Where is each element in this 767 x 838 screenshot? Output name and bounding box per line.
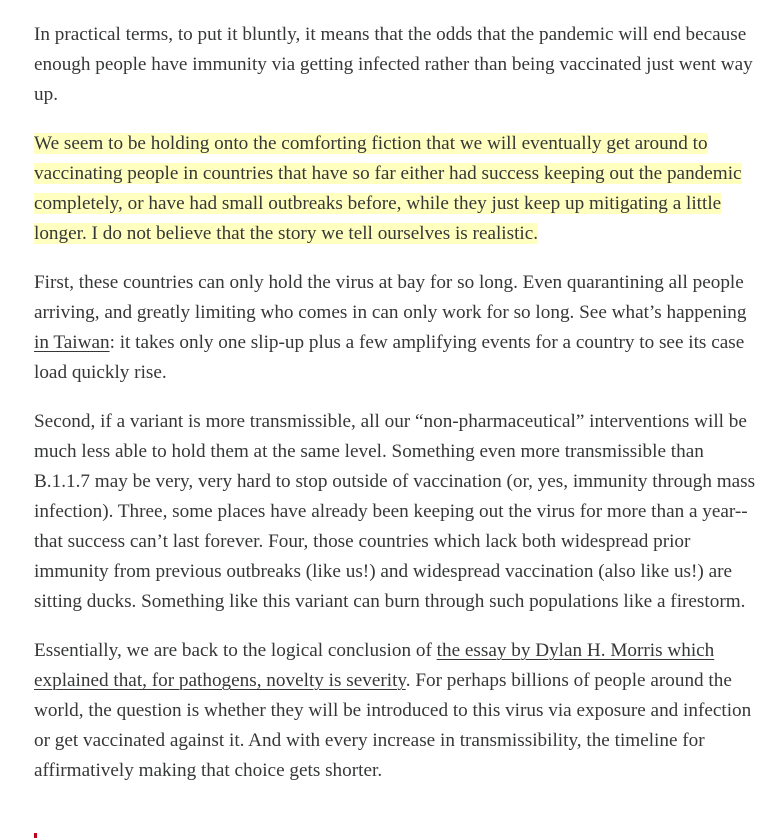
highlighted-text[interactable]: We seem to be holding onto the comforting fiction that we will eventually get around to vaccinating people in countries that have so far either had success keeping out the pandemic completely, or have had small outbreaks before, while they just keep up mitigating a little longer. I do not believe that the story we tell ourselves is realistic. [34, 133, 742, 244]
red-cursor-mark [34, 833, 37, 838]
paragraph-essentially [34, 636, 760, 786]
paragraph-first-point [34, 268, 760, 388]
paragraph-second-point: Second, if a variant is more transmissible, all our “non-pharmaceutical” interventions will be much less able to hold them at the same level. Something even more transmissible than B.1.1.7 may be very, very hard to stop outside of vaccination (or, yes, immunity through mass infection). Three, some places have already been keeping out the virus for more than a year--that success can’t last forever. Four, those countries which lack both widespread prior immunity from previous outbreaks (like us!) and widespread vaccination (also like us!) are sitting ducks. Something like this variant can burn through such populations like a firestorm. [34, 411, 756, 612]
morris-essay-link[interactable]: the essay by Dylan H. Morris which explained that, for pathogens, novelty is severity [34, 640, 715, 691]
paragraph-text: Essentially, we are back to the logical conclusion of [34, 640, 437, 661]
paragraph-text: . For perhaps billions of people around the world, the question is whether they will be introduced to this virus via exposure and infection or get vaccinated against it. And with every increase in transmissibility, the timeline for affirmatively making that choice gets shorter. [34, 670, 752, 781]
article-body [34, 20, 760, 805]
paragraph-text: First, these countries can only hold the virus at bay for so long. Even quarantining all people arriving, and greatly limiting who comes in can only work for so long. See what’s happening [34, 272, 747, 323]
taiwan-link[interactable]: in Taiwan [34, 332, 110, 353]
paragraph-practical-terms: In practical terms, to put it bluntly, it means that the odds that the pandemic will end because enough people have immunity via getting infected rather than being vaccinated just went way up. [34, 24, 753, 105]
paragraph-text: : it takes only one slip-up plus a few amplifying events for a country to see its case load quickly rise. [34, 332, 745, 383]
paragraph-highlighted[interactable] [34, 129, 760, 249]
